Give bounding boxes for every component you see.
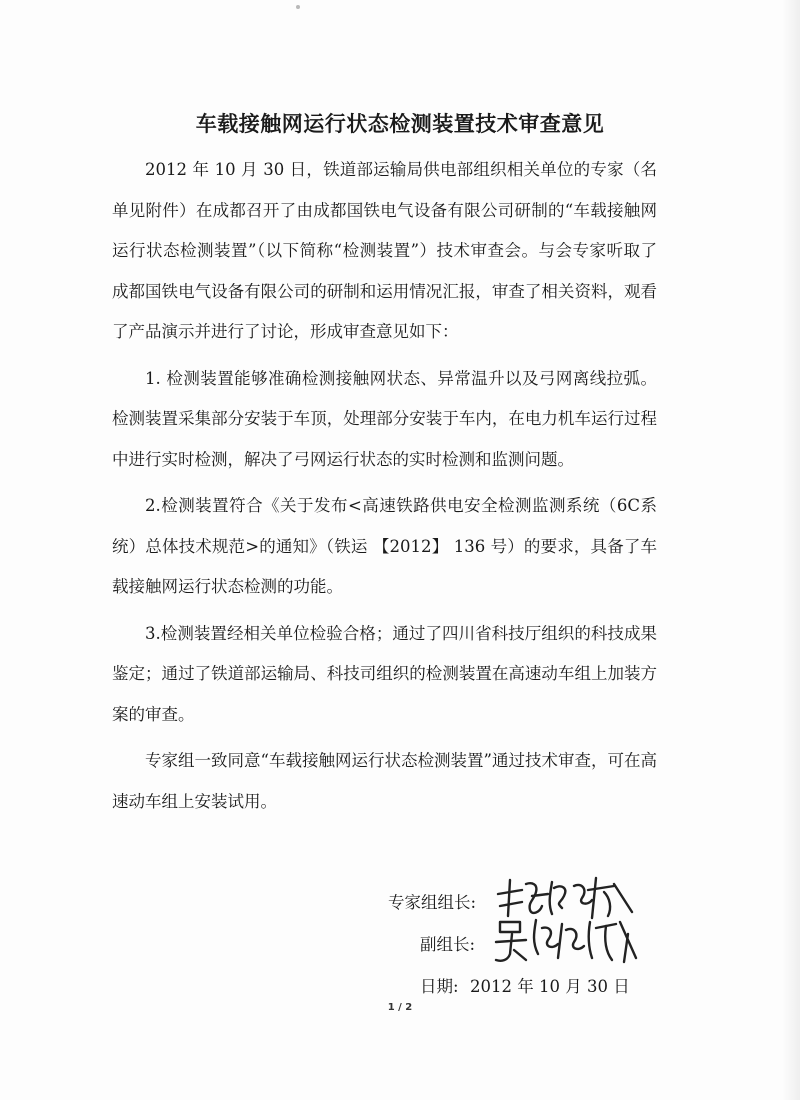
scan-speck xyxy=(296,5,300,9)
scan-edge-shadow xyxy=(782,0,800,1100)
deputy-signature-row xyxy=(380,924,660,966)
date-value: 2012 年 10 月 30 日 xyxy=(470,977,630,996)
deputy-handwritten-signature xyxy=(492,914,642,966)
document-title: 车载接触网运行状态检测装置技术审查意见 xyxy=(195,112,605,136)
deputy-label: 副组长: xyxy=(420,935,476,954)
date-label: 日期: xyxy=(420,977,459,996)
page-number: 1 / 2 xyxy=(387,1002,413,1013)
paragraph-conclusion: 专家组一致同意“车载接触网运行状态检测装置”通过技术审查，可在高速动车组上安装试用。 xyxy=(112,751,657,811)
paragraph-item-3: 3.检测装置经相关单位检验合格；通过了四川省科技厅组织的科技成果鉴定；通过了铁道部运输局、科技司组织的检测装置在高速动车组上加装方案的审查。 xyxy=(112,623,657,724)
document-body xyxy=(112,150,657,828)
paragraph-item-2: 2.检测装置符合《关于发布<高速铁路供电安全检测监测系统（6C系统）总体技术规范>的通知》（铁运 【2012】 136 号）的要求，具备了车载接触网运行状态检测的功能。 xyxy=(112,496,657,596)
leader-label: 专家组组长: xyxy=(388,893,477,912)
signature-block xyxy=(380,882,660,1008)
paragraph-item-1: 1. 检测装置能够准确检测接触网状态、异常温升以及弓网离线拉弧。检测装置采集部分安装于车顶，处理部分安装于车内，在电力机车运行过程中进行实时检测，解决了弓网运行状态的实时检测和监测问题。 xyxy=(112,368,657,469)
paragraph-intro: 2012 年 10 月 30 日，铁道部运输局供电部组织相关单位的专家（名单见附件）在成都召开了由成都国铁电气设备有限公司研制的“车载接触网运行状态检测装置”（以下简称“检测装置”）技术审查会。与会专家听取了成都国铁电气设备有限公司的研制和运用情况汇报，审查了相关资料，观看了产品演示并进行了讨论，形成审查意见如下： xyxy=(112,160,657,341)
